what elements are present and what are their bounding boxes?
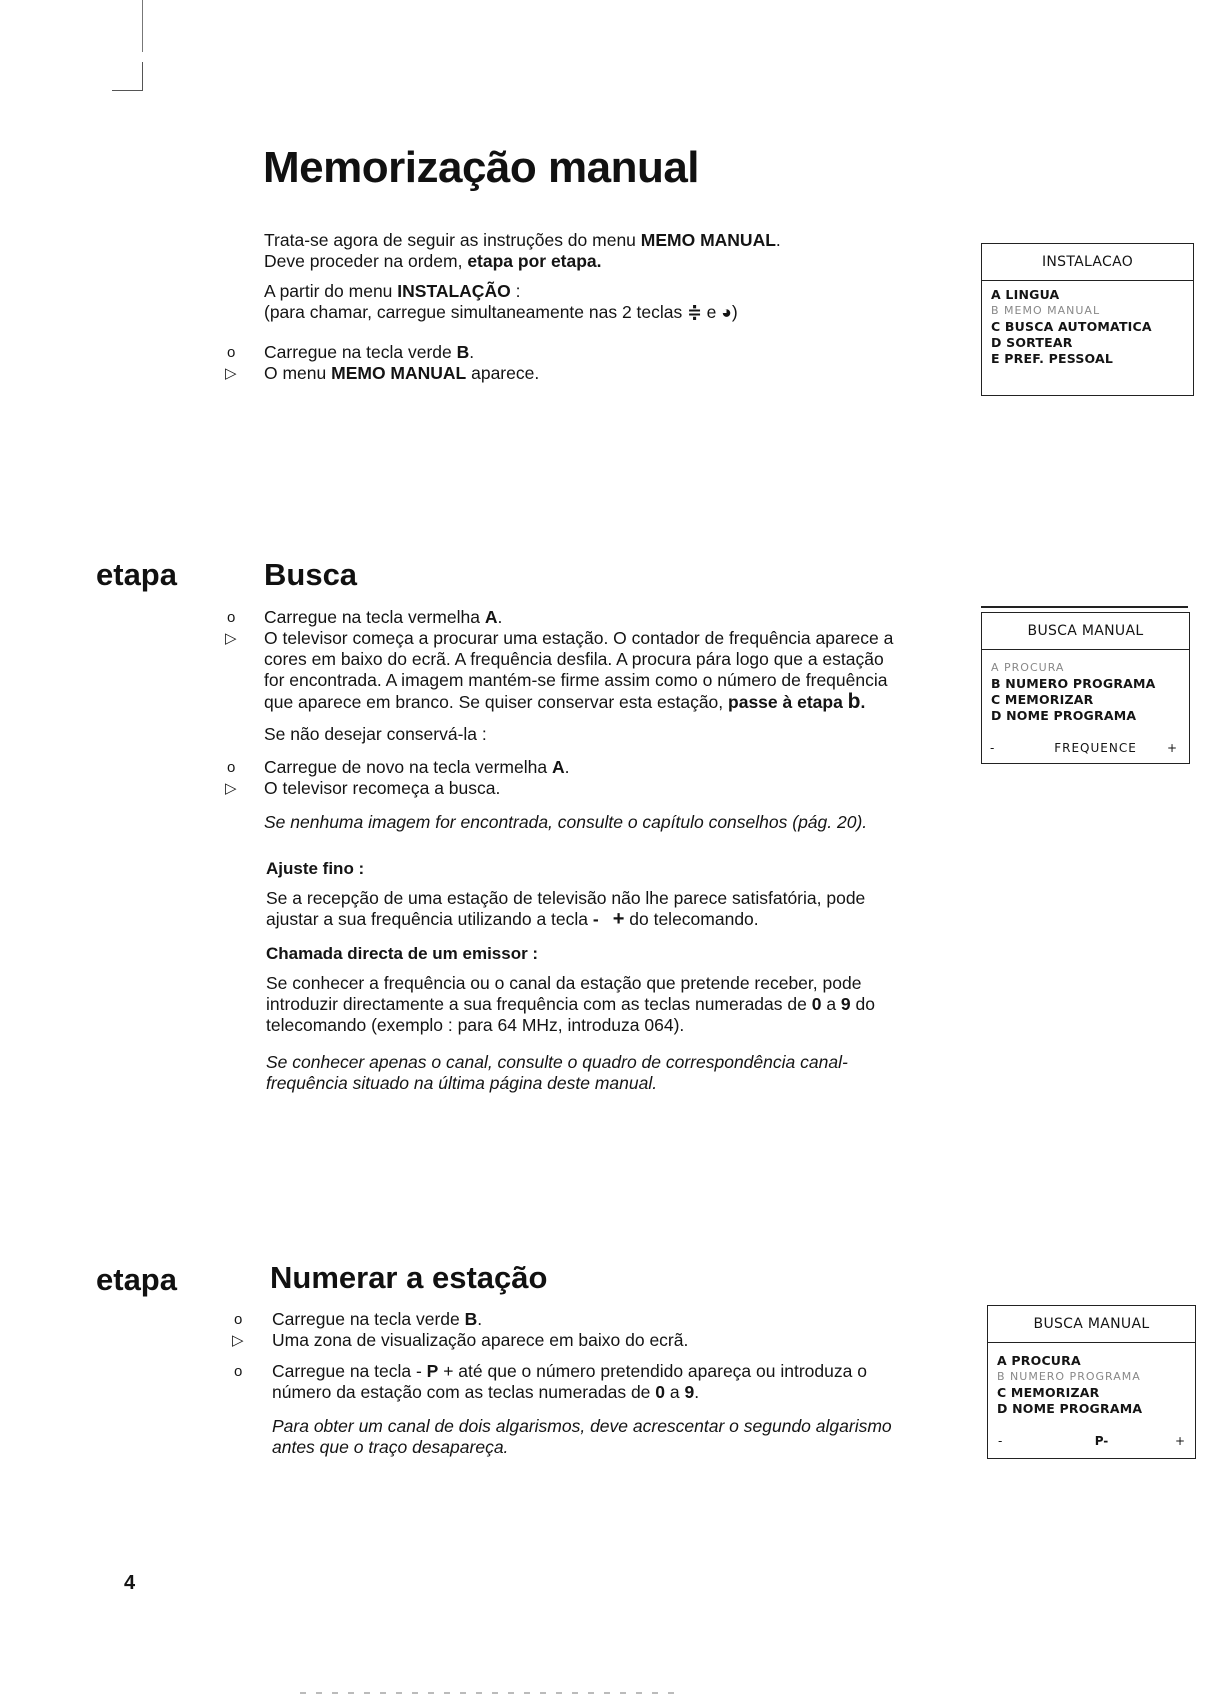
conjunction: a (665, 1382, 685, 1402)
crop-mark (112, 90, 143, 91)
instruction-text: Carregue na tecla verde (264, 342, 457, 362)
instruction-text: Carregue na tecla vermelha (264, 607, 485, 627)
plus-key: + (612, 908, 625, 930)
text-line: for encontrada. A imagem mantém-se firme assim como o número de frequência (264, 670, 888, 690)
instruction-paragraph (272, 1361, 867, 1403)
instruction-text: Carregue de novo na tecla vermelha (264, 757, 552, 777)
digit: 0 (655, 1382, 665, 1402)
menu-key-icon: ≑ (687, 302, 702, 322)
triangle-result-icon: ▷ (225, 780, 237, 797)
menu-busca-box (987, 1305, 1196, 1459)
text-line: O televisor começa a procurar uma estação. O contador de frequência aparece a (264, 628, 894, 648)
minus-sign: - (990, 741, 995, 755)
result-text: Uma zona de visualização aparece em baixo do ecrã. (272, 1330, 689, 1350)
program-bar (988, 1434, 1195, 1450)
key-letter: B (464, 1309, 478, 1329)
circle-bullet-icon: o (234, 1311, 243, 1328)
fine-tune-paragraph (266, 888, 865, 930)
text-line: do (850, 994, 875, 1014)
text-line: frequência situado na última página deste manual. (266, 1073, 658, 1093)
text-line: Se conhecer apenas o canal, consulte o quadro de correspondência canal- (266, 1052, 848, 1072)
circle-bullet-icon: o (227, 609, 236, 626)
triangle-result-icon: ▷ (232, 1332, 244, 1349)
intro-line4: (para chamar, carregue simultaneamente nas 2 teclas (264, 302, 688, 322)
program-label: P- (1094, 1434, 1109, 1448)
text-line: + até que o número pretendido apareça ou introduza o (438, 1361, 867, 1381)
result-text: O televisor recomeça a busca. (264, 778, 501, 798)
divider (981, 606, 1188, 608)
key-letter: A (551, 757, 565, 777)
text-line: antes que o traço desapareça. (272, 1437, 509, 1457)
crop-mark (142, 62, 143, 90)
italic-note (266, 1052, 848, 1094)
punct: . (564, 757, 570, 777)
text-line: Carregue na tecla - (272, 1361, 427, 1381)
subheading: Ajuste fino : (266, 859, 365, 878)
punct: . (775, 230, 781, 250)
direct-call-paragraph (266, 973, 875, 1036)
menu-header: BUSCA MANUAL (982, 613, 1189, 650)
circle-bullet-icon: o (227, 759, 236, 776)
menu-name: MEMO MANUAL (640, 230, 776, 250)
punct: ) (731, 302, 738, 322)
menu-item: D NOME PROGRAMA (997, 1401, 1143, 1416)
punct: . (477, 1309, 483, 1329)
frequency-label: FREQUENCE (1054, 741, 1137, 755)
text-line: Se a recepção de uma estação de televisão não lhe parece satisfatória, pode (266, 888, 866, 908)
circle-bullet-icon: o (227, 344, 236, 361)
menu-item: B MEMO MANUAL (991, 304, 1101, 317)
punct: . (497, 607, 503, 627)
key-letter: A (484, 607, 498, 627)
step-ref: b (847, 690, 861, 713)
circle-bullet-icon: o (234, 1363, 243, 1380)
text-line: ajustar a sua frequência utilizando a tecla (266, 909, 593, 929)
punct: . (694, 1382, 700, 1402)
key-letter: P (426, 1361, 439, 1381)
text-line: Se conhecer a frequência ou o canal da estação que pretende receber, pode (266, 973, 862, 993)
result-line (264, 363, 539, 384)
menu-item: B NUMERO PROGRAMA (991, 676, 1156, 691)
instruction-line (264, 757, 569, 778)
punct: . (860, 692, 866, 712)
menu-item: B NUMERO PROGRAMA (997, 1370, 1141, 1383)
text-line: do telecomando. (624, 909, 759, 929)
menu-item: E PREF. PESSOAL (991, 351, 1114, 366)
frequency-bar (982, 741, 1189, 757)
italic-note: Se nenhuma imagem for encontrada, consulte o capítulo conselhos (pág. 20). (264, 812, 868, 832)
page-number: 4 (124, 1572, 136, 1594)
plus-sign: + (1166, 741, 1177, 755)
result-text: aparece. (466, 363, 540, 383)
menu-item: A PROCURA (991, 661, 1065, 674)
result-paragraph (264, 628, 893, 713)
condition-text: Se não desejar conservá-la : (264, 724, 487, 744)
instruction-line (272, 1309, 482, 1330)
page-title: Memorização manual (263, 143, 700, 192)
punct: : (510, 281, 521, 301)
step-label: etapa (96, 557, 177, 592)
intro-line1: Trata-se agora de seguir as instruções do menu (264, 230, 641, 250)
minus-key: - (592, 909, 599, 929)
scan-noise (300, 1692, 680, 1694)
key-letter: B (456, 342, 470, 362)
menu-item: C BUSCA AUTOMATICA (991, 319, 1152, 334)
step-label: etapa (96, 1262, 177, 1297)
digit: 0 (811, 994, 822, 1014)
menu-busca-box (981, 612, 1190, 764)
menu-item: C MEMORIZAR (991, 692, 1094, 707)
conjunction: e (701, 302, 722, 322)
conjunction: a (821, 994, 841, 1014)
intro-line2: Deve proceder na ordem, (264, 251, 468, 271)
menu-item: D SORTEAR (991, 335, 1073, 350)
menu-install-box (981, 243, 1194, 396)
emphasis: passe à etapa (728, 692, 848, 712)
instruction-text: Carregue na tecla verde (272, 1309, 465, 1329)
menu-item: A LINGUA (991, 287, 1060, 302)
triangle-result-icon: ▷ (225, 365, 237, 382)
menu-name: INSTALAÇÃO (397, 281, 511, 301)
instruction-line (264, 607, 502, 628)
text-line: cores em baixo do ecrã. A frequência desfila. A procura pára logo que a estação (264, 649, 884, 669)
menu-item: C MEMORIZAR (997, 1385, 1100, 1400)
punct: . (469, 342, 475, 362)
menu-header: BUSCA MANUAL (988, 1306, 1195, 1343)
text-line: que aparece em branco. Se quiser conservar esta estação, (264, 692, 729, 712)
crop-mark (142, 0, 143, 52)
intro-line3: A partir do menu (264, 281, 398, 301)
result-text: O menu (264, 363, 332, 383)
plus-sign: + (1174, 1434, 1185, 1448)
italic-note (272, 1416, 892, 1458)
section-heading: Busca (264, 557, 358, 592)
text-line: Para obter um canal de dois algarismos, deve acrescentar o segundo algarismo (272, 1416, 892, 1436)
instruction-line (264, 342, 474, 363)
section-heading: Numerar a estação (270, 1260, 548, 1295)
colour-key-icon: ◕ (721, 302, 732, 322)
minus-sign: - (998, 1434, 1003, 1448)
triangle-result-icon: ▷ (225, 630, 237, 647)
text-line: introduzir directamente a sua frequência com as teclas numeradas de (266, 994, 812, 1014)
emphasis: etapa por etapa. (467, 251, 602, 271)
menu-item: A PROCURA (997, 1353, 1081, 1368)
digit: 9 (840, 994, 851, 1014)
digit: 9 (684, 1382, 695, 1402)
subheading: Chamada directa de um emissor : (266, 944, 539, 963)
text-line: telecomando (exemplo : para 64 MHz, introduza 064). (266, 1015, 685, 1035)
menu-item: D NOME PROGRAMA (991, 708, 1137, 723)
menu-name: MEMO MANUAL (331, 363, 467, 383)
text-line: número da estação com as teclas numeradas de (272, 1382, 656, 1402)
intro-text (264, 230, 781, 323)
menu-header: INSTALACAO (982, 244, 1193, 281)
